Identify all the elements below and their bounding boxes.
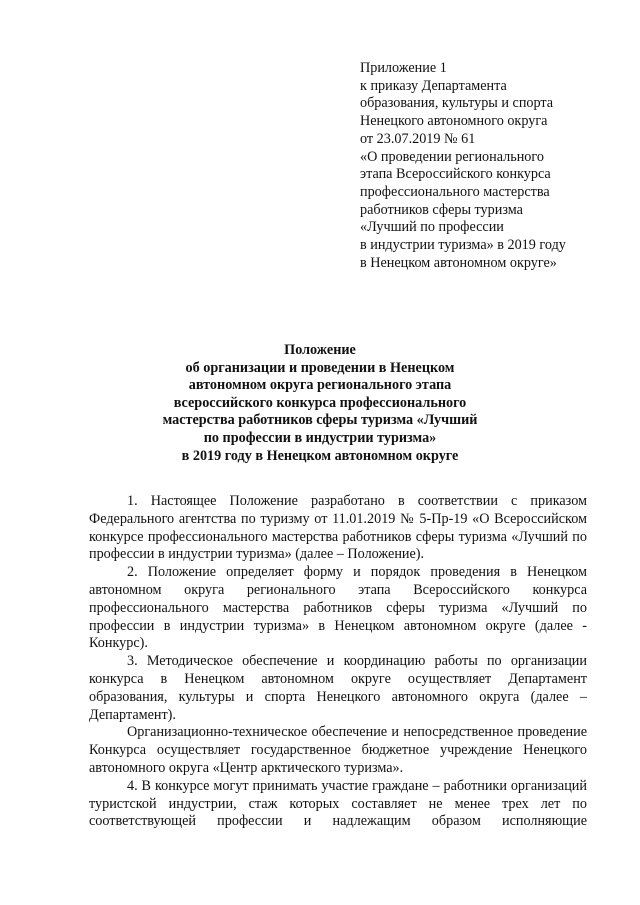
paragraph-4: 4. В конкурсе могут принимать участие граждане – работники организаций туристской индустрии, стаж которых составляет не менее трех лет по соответствующей профессии и надлежащим образом исполняющие — [89, 777, 587, 830]
appendix-line: к приказу Департамента — [360, 77, 507, 94]
paragraph-1: 1. Настоящее Положение разработано в соответствии с приказом Федерального агентства по туризму от 11.01.2019 № 5-Пр-19 «О Всероссийском конкурсе профессионального мастерства работников сферы туризма «Лучший по профессии в индустрии туризма» (далее – Положение). — [89, 493, 587, 563]
appendix-line: от 23.07.2019 № 61 — [360, 130, 476, 147]
title-line: автономном округа регионального этапа — [188, 377, 452, 394]
title-line: об организации и проведении в Ненецком — [185, 359, 455, 376]
document-body — [89, 493, 587, 831]
title-line: по профессии в индустрии туризма» — [203, 429, 437, 446]
appendix-block — [360, 60, 630, 272]
title-line: всероссийского конкурса профессионального — [173, 394, 467, 411]
document-title — [140, 342, 500, 465]
appendix-line: «О проведении регионального — [360, 148, 544, 165]
appendix-line: Ненецкого автономного округа — [360, 113, 548, 130]
appendix-line: этапа Всероссийского конкурса — [360, 166, 551, 183]
title-line: мастерства работников сферы туризма «Лучший — [162, 412, 478, 429]
appendix-line: в индустрии туризма» в 2019 году — [360, 237, 566, 254]
appendix-line: «Лучший по профессии — [360, 219, 504, 236]
title-line: Положение — [284, 342, 356, 358]
title-line: в 2019 году в Ненецком автономном округе — [181, 447, 459, 464]
appendix-line: образования, культуры и спорта — [360, 95, 554, 112]
paragraph-2: 2. Положение определяет форму и порядок проведения в Ненецком автономном округа регионального этапа Всероссийского конкурса профессионального мастерства работников сферы туризма «Лучший по профессии в индустрии туризма» в Ненецком автономном округе (далее - Конкурс). — [89, 564, 587, 652]
paragraph-3: 3. Методическое обеспечение и координацию работы по организации конкурса в Ненецком автономном округе осуществляет Департамент образования, культуры и спорта Ненецкого автономного округа (далее – Департамент). — [89, 653, 587, 723]
appendix-line: работников сферы туризма — [360, 201, 523, 218]
paragraph-3-continued: Организационно-техническое обеспечение и непосредственное проведение Конкурса осуществляет государственное бюджетное учреждение Ненецкого автономного округа «Центр арктического туризма». — [89, 724, 587, 776]
appendix-line: в Ненецком автономном округе» — [360, 254, 557, 271]
appendix-line: Приложение 1 — [360, 60, 447, 76]
appendix-line: профессионального мастерства — [360, 183, 550, 200]
